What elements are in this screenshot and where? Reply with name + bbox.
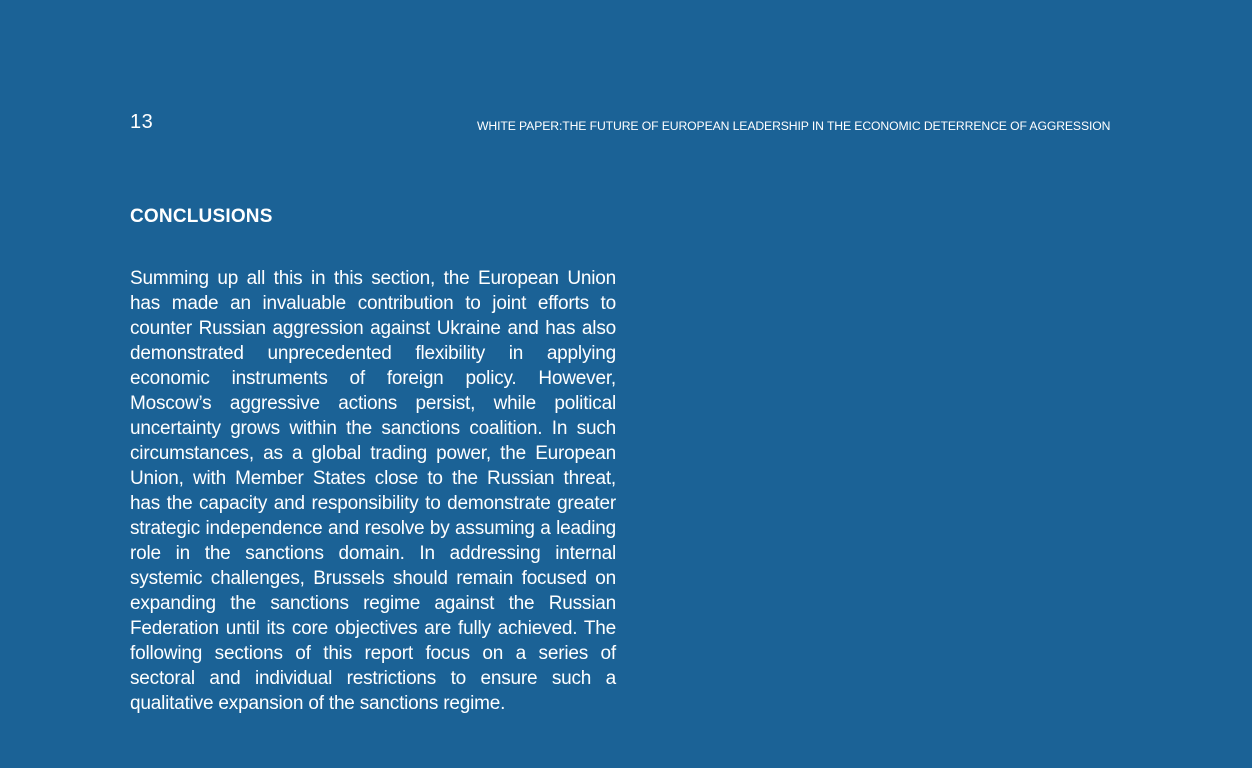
page-number: 13 — [130, 111, 154, 133]
body-paragraph: Summing up all this in this section, the European Union has made an invaluable contribution to joint efforts to counter Russian aggression against Ukraine and has also demonstrated unprecedented flexibility in applying economic instruments of foreign policy. However, Moscow’s aggressive actions persist, while political uncertainty grows within the sanctions coalition. In such circumstances, as a global trading power, the European Union, with Member States close to the Russian threat, has the capacity and responsibility to demonstrate greater strategic independence and resolve by assuming a leading role in the sanctions domain. In addressing internal systemic challenges, Brussels should remain focused on expanding the sanctions regime against the Russian Federation until its core objectives are fully achieved. The following sections of this report focus on a series of sectoral and individual restrictions to ensure such a qualitative expansion of the sanctions regime. — [130, 268, 616, 714]
section-heading: CONCLUSIONS — [130, 206, 273, 227]
running-header: WHITE PAPER:THE FUTURE OF EUROPEAN LEADERSHIP IN THE ECONOMIC DETERRENCE OF AGGRESSION — [477, 119, 1111, 133]
